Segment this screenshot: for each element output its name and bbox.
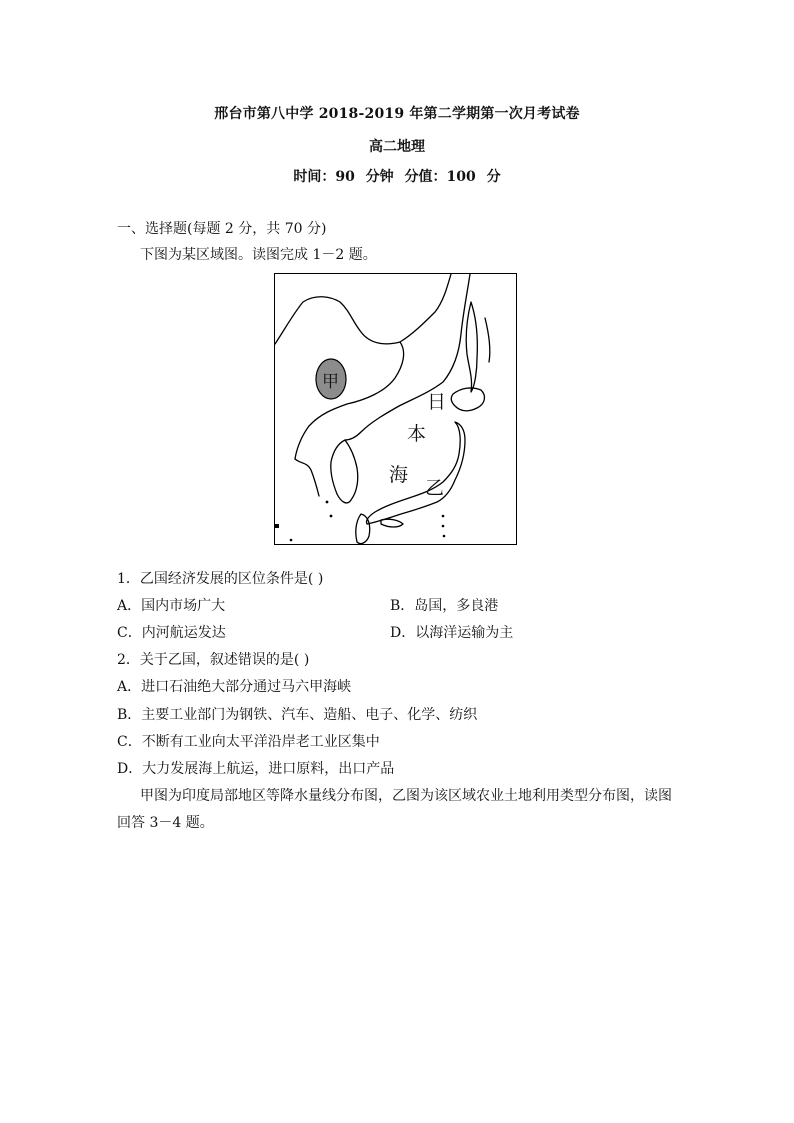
question-2-option-c: C．不断有工业向太平洋沿岸老工业区集中 [117, 734, 380, 750]
map-corner-marker [275, 524, 279, 528]
next-intro-line-1: 甲图为印度局部地区等降水量线分布图，乙图为该区域农业土地利用类型分布图，读图 [140, 788, 672, 804]
exam-title: 邢台市第八中学 2018-2019 年第二学期第一次月考试卷 [214, 106, 580, 122]
korean-peninsula-coast [331, 440, 358, 503]
section-heading: 一、选择题(每题 2 分，共 70 分) [117, 221, 327, 237]
label-hai: 海 [389, 464, 409, 486]
hokkaido-edge [485, 318, 490, 362]
island-dot [442, 525, 445, 528]
northeast-border-line [400, 274, 451, 342]
west-coastline [295, 459, 319, 496]
label-jia: 甲 [322, 372, 339, 392]
exam-time-info: 时间：90 分钟 分值：100 分 [293, 169, 501, 185]
island-dot [326, 501, 329, 504]
map-drawing [275, 274, 517, 545]
sakhalin-island [466, 302, 477, 392]
island-dot [290, 539, 293, 542]
island-dot [443, 535, 446, 538]
question-1-option-b: B．岛国，多良港 [390, 598, 499, 614]
question-1-stem: 1．乙国经济发展的区位条件是( ) [117, 571, 324, 587]
mainland-coastline [345, 274, 470, 440]
shikoku-island [381, 519, 403, 527]
island-dot [442, 515, 445, 518]
exam-subject: 高二地理 [369, 139, 425, 155]
kyushu-island [356, 514, 370, 544]
question-2-option-b: B．主要工业部门为钢铁、汽车、造船、电子、化学、纺织 [117, 707, 478, 723]
question-2-option-a: A．进口石油绝大部分通过马六甲海峡 [117, 679, 352, 695]
map-intro-text: 下图为某区域图。读图完成 1－2 题。 [140, 247, 377, 263]
question-1-option-d: D．以海洋运输为主 [390, 625, 514, 641]
question-2-option-d: D．大力发展海上航运，进口原料，出口产品 [117, 761, 395, 777]
question-1-option-a: A．国内市场广大 [117, 598, 226, 614]
island-dot [330, 515, 333, 518]
label-ben: 本 [407, 423, 427, 445]
next-intro-line-2: 回答 3－4 题。 [117, 815, 214, 831]
hokkaido-island [451, 388, 484, 411]
label-yi: 乙 [425, 477, 445, 499]
question-1-option-c: C．内河航运发达 [117, 625, 226, 641]
question-2-stem: 2．关于乙国，叙述错误的是( ) [117, 652, 310, 668]
region-map [274, 273, 517, 545]
label-ri: 日 [427, 391, 447, 413]
